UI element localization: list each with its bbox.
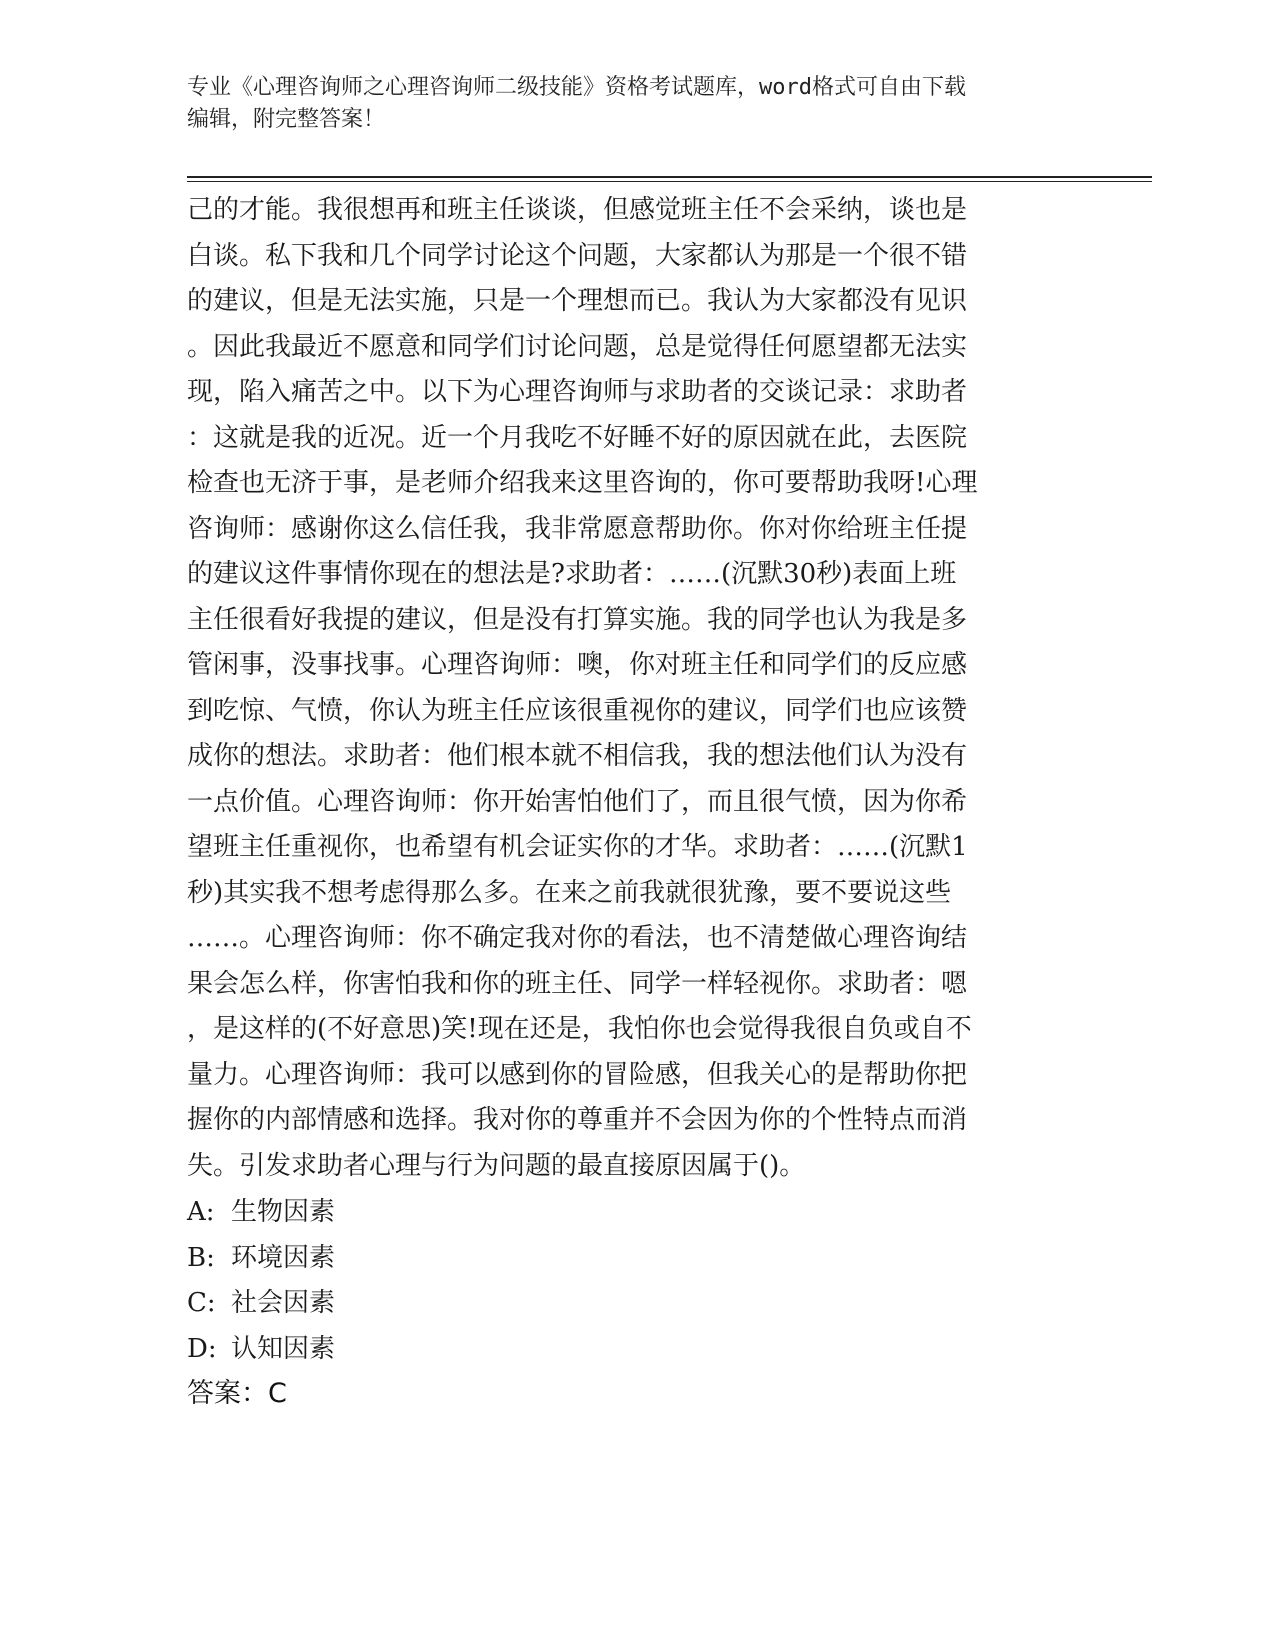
question-line: ……。心理咨询师：你不确定我对你的看法，也不清楚做心理咨询结 xyxy=(187,923,968,953)
option-b xyxy=(187,1236,335,1282)
option-a xyxy=(187,1190,335,1236)
question-line: 秒)其实我不想考虑得那么多。在来之前我就很犹豫，要不要说这些 xyxy=(187,877,952,908)
option-text: 环境因素 xyxy=(231,1242,336,1273)
question-line: 现，陷入痛苦之中。以下为心理咨询师与求助者的交谈记录：求助者 xyxy=(187,377,968,407)
question-line: 量力。心理咨询师：我可以感到你的冒险感，但我关心的是帮助你把 xyxy=(187,1059,968,1090)
question-line: 的建议这件事情你现在的想法是?求助者：……(沉默30秒)表面上班 xyxy=(187,559,957,589)
question-line: 己的才能。我很想再和班主任谈谈，但感觉班主任不会采纳，谈也是 xyxy=(187,195,968,225)
question-line: 失。引发求助者心理与行为问题的最直接原因属于()。 xyxy=(187,1150,806,1181)
question-line: 主任很看好我提的建议，但是没有打算实施。我的同学也认为我是多 xyxy=(187,604,968,635)
option-text: 社会因素 xyxy=(231,1288,336,1318)
question-line: 望班主任重视你，也希望有机会证实你的才华。求助者：……(沉默1 xyxy=(187,832,968,862)
question-line: 白谈。私下我和几个同学讨论这个问题，大家都认为那是一个很不错 xyxy=(187,240,968,271)
question-line: 的建议，但是无法实施，只是一个理想而已。我认为大家都没有见识 xyxy=(187,286,968,316)
question-text xyxy=(187,188,1087,1189)
option-letter: B: xyxy=(187,1242,215,1273)
option-letter: D: xyxy=(187,1333,217,1364)
question-line: 。因此我最近不愿意和同学们讨论问题，总是觉得任何愿望都无法实 xyxy=(187,331,968,362)
question-line: 到吃惊、气愤，你认为班主任应该很重视你的建议，同学们也应该赞 xyxy=(187,695,968,726)
question-line: 咨询师：感谢你这么信任我，我非常愿意帮助你。你对你给班主任提 xyxy=(187,513,968,544)
question-line: ：这就是我的近况。近一个月我吃不好睡不好的原因就在此，去医院 xyxy=(187,422,968,453)
document-header xyxy=(187,72,1067,136)
option-text: 认知因素 xyxy=(231,1333,336,1364)
answer-options xyxy=(187,1190,335,1372)
question-line: ，是这样的(不好意思)笑!现在还是，我怕你也会觉得我很自负或自不 xyxy=(187,1014,972,1044)
question-line: 果会怎么样，你害怕我和你的班主任、同学一样轻视你。求助者：嗯 xyxy=(187,968,968,999)
header-divider-thin xyxy=(187,181,1152,182)
option-letter: A: xyxy=(187,1197,215,1227)
option-c xyxy=(187,1281,335,1327)
question-line: 成你的想法。求助者：他们根本就不相信我，我的想法他们认为没有 xyxy=(187,741,968,771)
option-d xyxy=(187,1327,335,1373)
option-letter: C: xyxy=(187,1288,216,1318)
option-text: 生物因素 xyxy=(231,1197,336,1227)
header-line-2: 编辑，附完整答案！ xyxy=(187,107,386,132)
header-divider-thick xyxy=(187,176,1152,178)
header-line-1: 专业《心理咨询师之心理咨询师二级技能》资格考试题库，word格式可自由下载 xyxy=(187,75,966,100)
question-line: 管闲事，没事找事。心理咨询师：噢，你对班主任和同学们的反应感 xyxy=(187,650,968,680)
question-line: 检查也无济于事，是老师介绍我来这里咨询的，你可要帮助我呀!心理 xyxy=(187,468,978,498)
question-line: 一点价值。心理咨询师：你开始害怕他们了，而且很气愤，因为你希 xyxy=(187,786,968,817)
answer-key: 答案：C xyxy=(187,1378,287,1409)
question-line: 握你的内部情感和选择。我对你的尊重并不会因为你的个性特点而消 xyxy=(187,1105,968,1135)
